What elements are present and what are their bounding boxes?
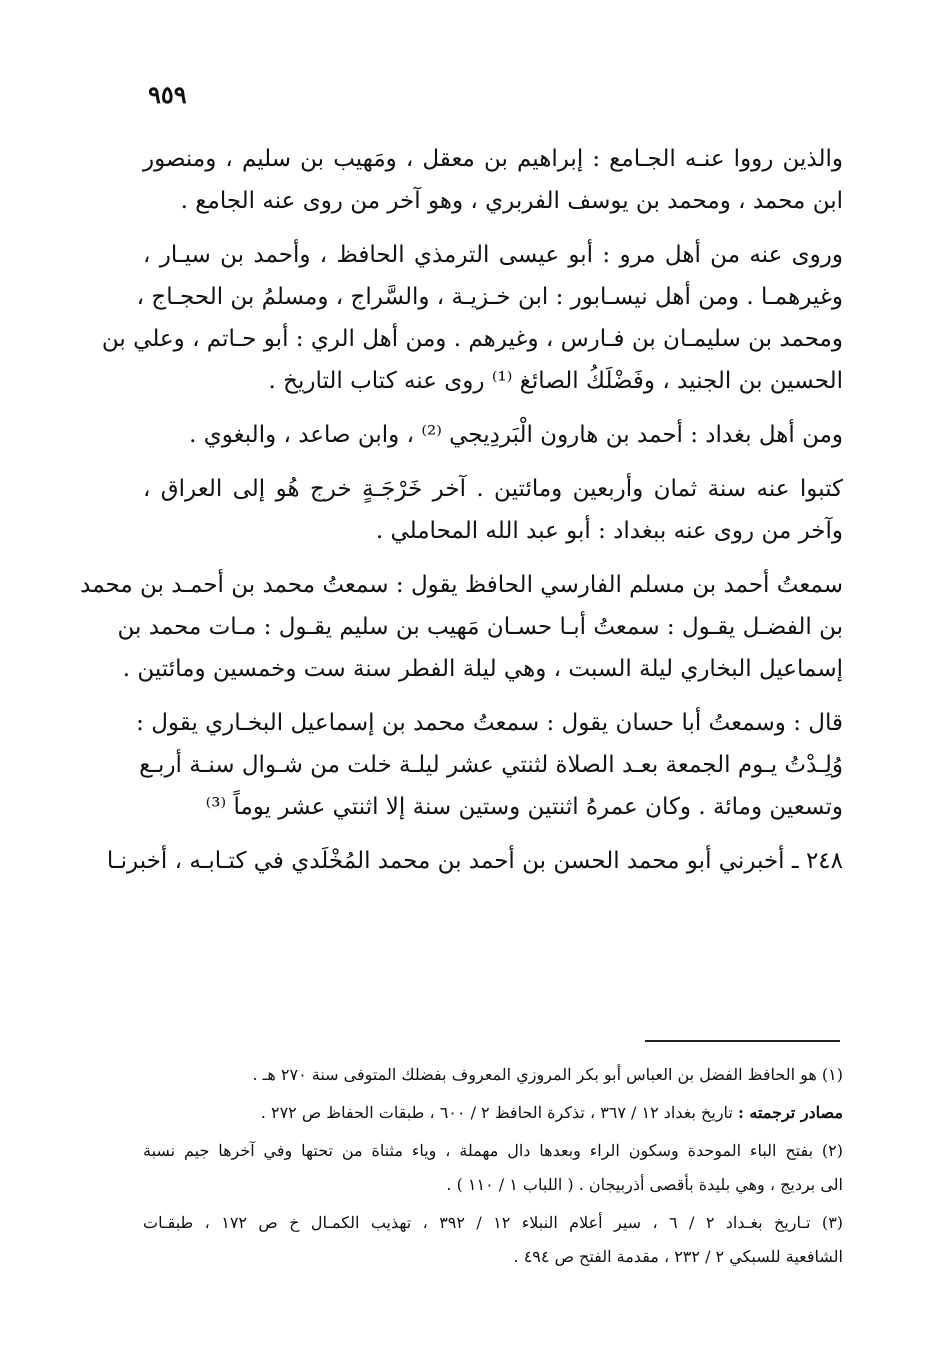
footnote-1-sources [143, 1096, 843, 1130]
text-line: الحسين بن الجنيد ، وفَضْلَكُ الصائغ ⁽¹⁾ روى عنه كتاب التاريخ . [268, 368, 843, 394]
text-line: ومحمد بن سليمـان بن فـارس ، وغيرهم . ومن أهل الري : أبو حـاتم ، وعلي بن [101, 326, 843, 352]
sources-text: تاريخ بغداد ١٢ / ٣٦٧ ، تذكرة الحافظ ٢ / ٦٠٠ ، طبقات الحفاظ ص ٢٧٢ . [260, 1103, 738, 1122]
paragraph-narrators-merv-nishapur [101, 234, 843, 402]
sources-label: مصادر ترجمته : [737, 1103, 843, 1122]
paragraph-narrators-baghdad [143, 414, 843, 456]
footnote-line: (١) هو الحافظ الفضل بن العباس أبو بكر المروزي المعروف بفضلك المتوفى سنة ٢٧٠ هـ . [252, 1065, 843, 1084]
text-line: وروى عنه من أهل مرو : أبو عيسى الترمذي الحافظ ، وأحمد بن سيـار ، [143, 242, 843, 268]
footnote-line: الشافعية للسبكي ٢ / ٢٣٢ ، مقدمة الفتح ص ٤٩٤ . [513, 1247, 843, 1266]
text-line: بن الفضـل يقـول : سمعتُ أبـا حسـان مَهيب بن سليم يقـول : مـات محمد بن [117, 614, 843, 640]
text-line: سمعتُ أحمد بن مسلم الفارسي الحافظ يقول : سمعتُ محمد بن أحمـد بن محمد [80, 572, 843, 598]
text-line: ابن محمد ، ومحمد بن يوسف الفربري ، وهو آخر من روى عنه الجامع . [180, 188, 843, 214]
footnote-2 [143, 1134, 843, 1202]
text-line: والذين رووا عنـه الجـامع : إبراهيم بن معقل ، ومَهيب بن سليم ، ومنصور [143, 146, 843, 172]
footnote-line: الى برديج ، وهي بليدة بأقصى أذربيجان . ( اللباب ١ / ١١٠ ) . [446, 1175, 843, 1194]
text-line: كتبوا عنه سنة ثمان وأربعين ومائتين . آخر خَرْجَـةٍ خرج هُو إلى العراق ، [143, 476, 843, 502]
text-line: قال : وسمعتُ أبا حسان يقول : سمعتُ محمد بن إسماعيل البخـاري يقول : [136, 710, 843, 736]
paragraph-entry-248 [106, 840, 843, 882]
main-text [80, 138, 843, 894]
footnote-line: (٣) تـاريخ بغـداد ٢ / ٦ ، سير أعلام النبلاء ١٢ / ٣٩٢ ، تهذيب الكمـال خ ص ١٧٢ ، طبقـات [143, 1213, 844, 1232]
footnote-3 [143, 1206, 843, 1274]
paragraph-narrators-of-jami [143, 138, 843, 222]
paragraph-death-report [80, 564, 843, 690]
text-line: ومن أهل بغداد : أحمد بن هارون الْبَردِيجي ⁽²⁾ ، وابن صاعد ، والبغوي . [189, 422, 843, 448]
footnote-line [143, 1096, 843, 1130]
text-line: وُلِـدْتُ يـوم الجمعة بعـد الصلاة لثنتي عشر ليلـة خلت من شـوال سنـة أربـع [139, 752, 843, 778]
text-line: وتسعين ومائة . وكان عمرهُ اثنتين وستين سنة إلا اثنتي عشر يوماً ⁽³⁾ [205, 794, 843, 820]
text-line: ٢٤٨ ـ أخبرني أبو محمد الحسن بن أحمد بن محمد المُخْلَدي في كتـابـه ، أخبرنـا [106, 848, 843, 874]
text-line: إسماعيل البخاري ليلة السبت ، وهي ليلة الفطر سنة ست وخمسين ومائتين . [122, 656, 843, 682]
footnote-line: (٢) بفتح الباء الموحدة وسكون الراء وبعدها دال مهملة ، وياء مثناة من تحتها وفي آخرها جيم نسبة [143, 1141, 843, 1160]
footnote-1 [143, 1058, 843, 1092]
text-line: وغيرهمـا . ومن أهل نيسـابور : ابن خـزيـة ، والسَّراج ، ومسلمُ بن الحجـاج ، [136, 284, 843, 310]
text-line: وآخر من روى عنه ببغداد : أبو عبد الله المحاملي . [375, 518, 843, 544]
footnotes [143, 1058, 843, 1278]
paragraph-iraq-journey [143, 468, 843, 552]
page-number: ٩٥٩ [148, 80, 187, 109]
paragraph-birth-report [136, 702, 843, 828]
footnote-separator [645, 1040, 840, 1042]
